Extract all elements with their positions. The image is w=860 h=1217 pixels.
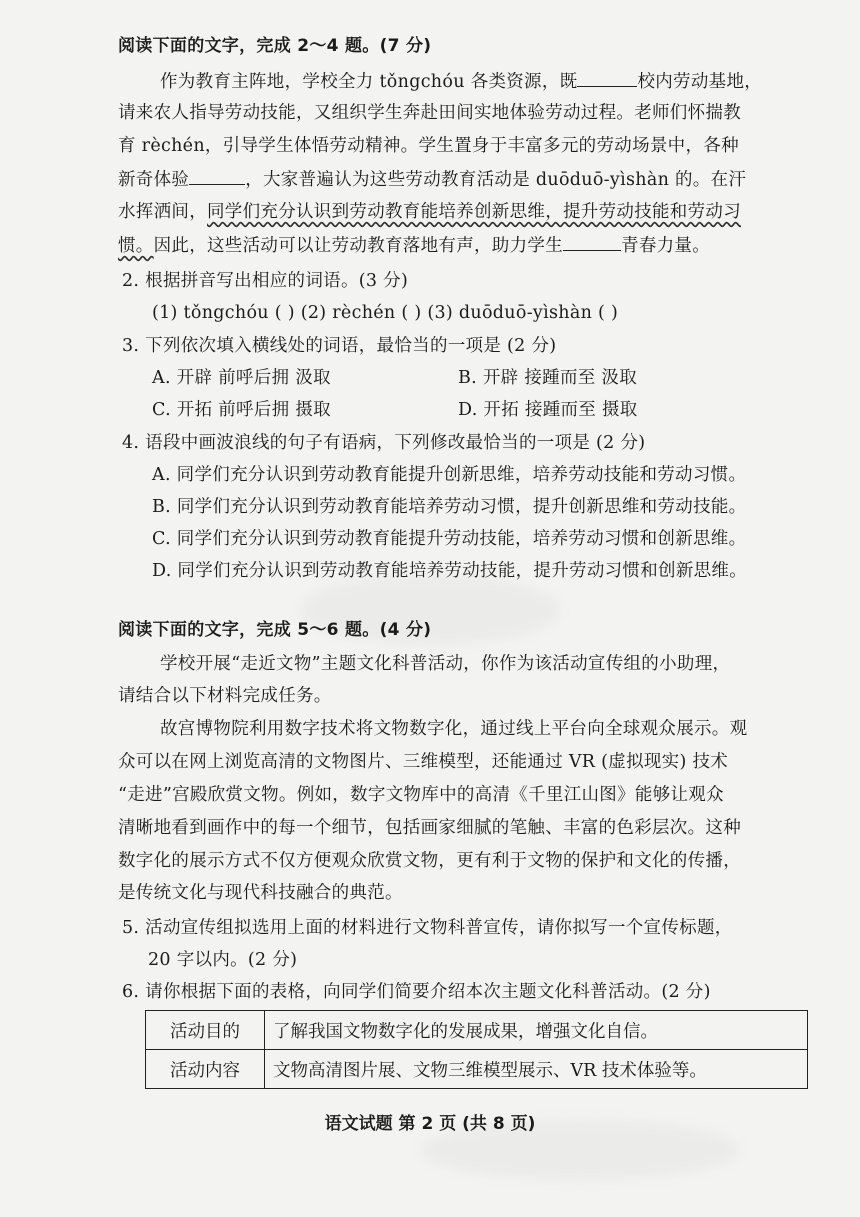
material-line-1: 故宫博物院利用数字技术将文物数字化，通过线上平台向全球观众展示。观 bbox=[160, 719, 748, 739]
question-5-line-1: 5. 活动宣传组拟选用上面的材料进行文物科普宣传，请你拟写一个宣传标题， bbox=[122, 918, 733, 938]
wavy-underlined-sentence: 同学们充分认识到劳动教育能培养创新思维，提升劳动技能和劳动习 bbox=[207, 202, 741, 222]
question-4-option-c[interactable]: C. 同学们充分认识到劳动教育能提升劳动技能，培养劳动习惯和创新思维。 bbox=[152, 529, 747, 549]
material-line-5: 数字化的展示方式不仅方便观众欣赏文物，更有利于文物的保护和文化的传播， bbox=[118, 851, 741, 871]
passage-line-1 bbox=[160, 68, 762, 95]
passage-text: ，大家普遍认为这些劳动教育活动是 duōduō-yìshàn 的。在汗 bbox=[245, 170, 747, 190]
question-4-stem: 4. 语段中画波浪线的句子有语病，下列修改最恰当的一项是 (2 分) bbox=[122, 433, 646, 453]
question-3-option-d[interactable]: D. 开拓 接踵而至 摄取 bbox=[458, 400, 638, 420]
passage-line-4 bbox=[118, 166, 746, 193]
question-3-option-a[interactable]: A. 开辟 前呼后拥 汲取 bbox=[152, 368, 331, 388]
page-footer: 语文试题 第 2 页 (共 8 页) bbox=[324, 1114, 536, 1134]
passage-line-3: 育 rèchén，引导学生体悟劳动精神。学生置身于丰富多元的劳动场景中，各种 bbox=[118, 136, 739, 156]
table-cell-label: 活动内容 bbox=[146, 1050, 265, 1089]
question-5-line-2: 20 字以内。(2 分) bbox=[148, 950, 298, 970]
passage-text: 水挥洒间， bbox=[118, 202, 207, 222]
question-4-option-d[interactable]: D. 同学们充分认识到劳动教育能培养劳动技能，提升劳动习惯和创新思维。 bbox=[152, 561, 748, 581]
question-3-stem: 3. 下列依次填入横线处的词语，最恰当的一项是 (2 分) bbox=[122, 336, 557, 356]
fill-blank-2[interactable] bbox=[189, 166, 245, 185]
section2-intro-line-2: 请结合以下材料完成任务。 bbox=[118, 686, 332, 706]
material-line-4: 清晰地看到画作中的每一个细节，包括画家细腻的笔触、丰富的色彩层次。这种 bbox=[118, 818, 741, 838]
passage-line-2: 请来农人指导劳动技能，又组织学生奔赴田间实地体验劳动过程。老师们怀揣教 bbox=[118, 103, 741, 123]
passage-text: 因此，这些活动可以让劳动教育落地有声，助力学生 bbox=[153, 236, 564, 256]
material-line-2: 众可以在网上浏览高清的文物图片、三维模型，还能通过 VR (虚拟现实) 技术 bbox=[118, 752, 729, 772]
activity-info-table bbox=[145, 1010, 808, 1089]
wavy-underlined-sentence-end: 惯。 bbox=[118, 236, 154, 256]
question-3-option-c[interactable]: C. 开拓 前呼后拥 摄取 bbox=[152, 400, 331, 420]
question-3-option-b[interactable]: B. 开辟 接踵而至 汲取 bbox=[458, 368, 638, 388]
passage-line-5 bbox=[118, 199, 741, 225]
question-4-option-b[interactable]: B. 同学们充分认识到劳动教育能培养劳动习惯，提升创新思维和劳动技能。 bbox=[152, 497, 747, 517]
question-6-stem: 6. 请你根据下面的表格，向同学们简要介绍本次主题文化科普活动。(2 分) bbox=[122, 982, 711, 1002]
passage-line-6 bbox=[118, 232, 710, 259]
table-cell-label: 活动目的 bbox=[146, 1011, 265, 1050]
table-cell-content: 了解我国文物数字化的发展成果，增强文化自信。 bbox=[265, 1011, 808, 1050]
section2-intro-line-1: 学校开展“走近文物”主题文化科普活动，你作为该活动宣传组的小助理， bbox=[160, 654, 731, 674]
table-row bbox=[146, 1011, 808, 1050]
passage-text: 新奇体验 bbox=[118, 170, 190, 190]
question-2-stem: 2. 根据拼音写出相应的词语。(3 分) bbox=[122, 271, 409, 291]
material-line-3: “走进”宫殿欣赏文物。例如，数字文物库中的高清《千里江山图》能够让观众 bbox=[118, 785, 724, 805]
passage-text: 作为教育主阵地，学校全力 tǒngchóu 各类资源，既 bbox=[160, 72, 578, 92]
table-row bbox=[146, 1050, 808, 1089]
question-2-items: (1) tǒngchóu ( ) (2) rèchén ( ) (3) duōduō-yìshàn ( ) bbox=[152, 303, 619, 323]
fill-blank-1[interactable] bbox=[577, 68, 637, 87]
table-cell-content: 文物高清图片展、文物三维模型展示、VR 技术体验等。 bbox=[265, 1050, 808, 1089]
section2-heading: 阅读下面的文字，完成 5～6 题。(4 分) bbox=[118, 620, 432, 640]
question-4-option-a[interactable]: A. 同学们充分认识到劳动教育能提升创新思维，培养劳动技能和劳动习惯。 bbox=[152, 465, 747, 485]
material-line-6: 是传统文化与现代科技融合的典范。 bbox=[118, 883, 403, 903]
fill-blank-3[interactable] bbox=[563, 232, 621, 251]
passage-text: 青春力量。 bbox=[621, 236, 711, 256]
passage-text: 校内劳动基地， bbox=[637, 72, 763, 92]
section1-heading: 阅读下面的文字，完成 2～4 题。(7 分) bbox=[118, 36, 432, 56]
